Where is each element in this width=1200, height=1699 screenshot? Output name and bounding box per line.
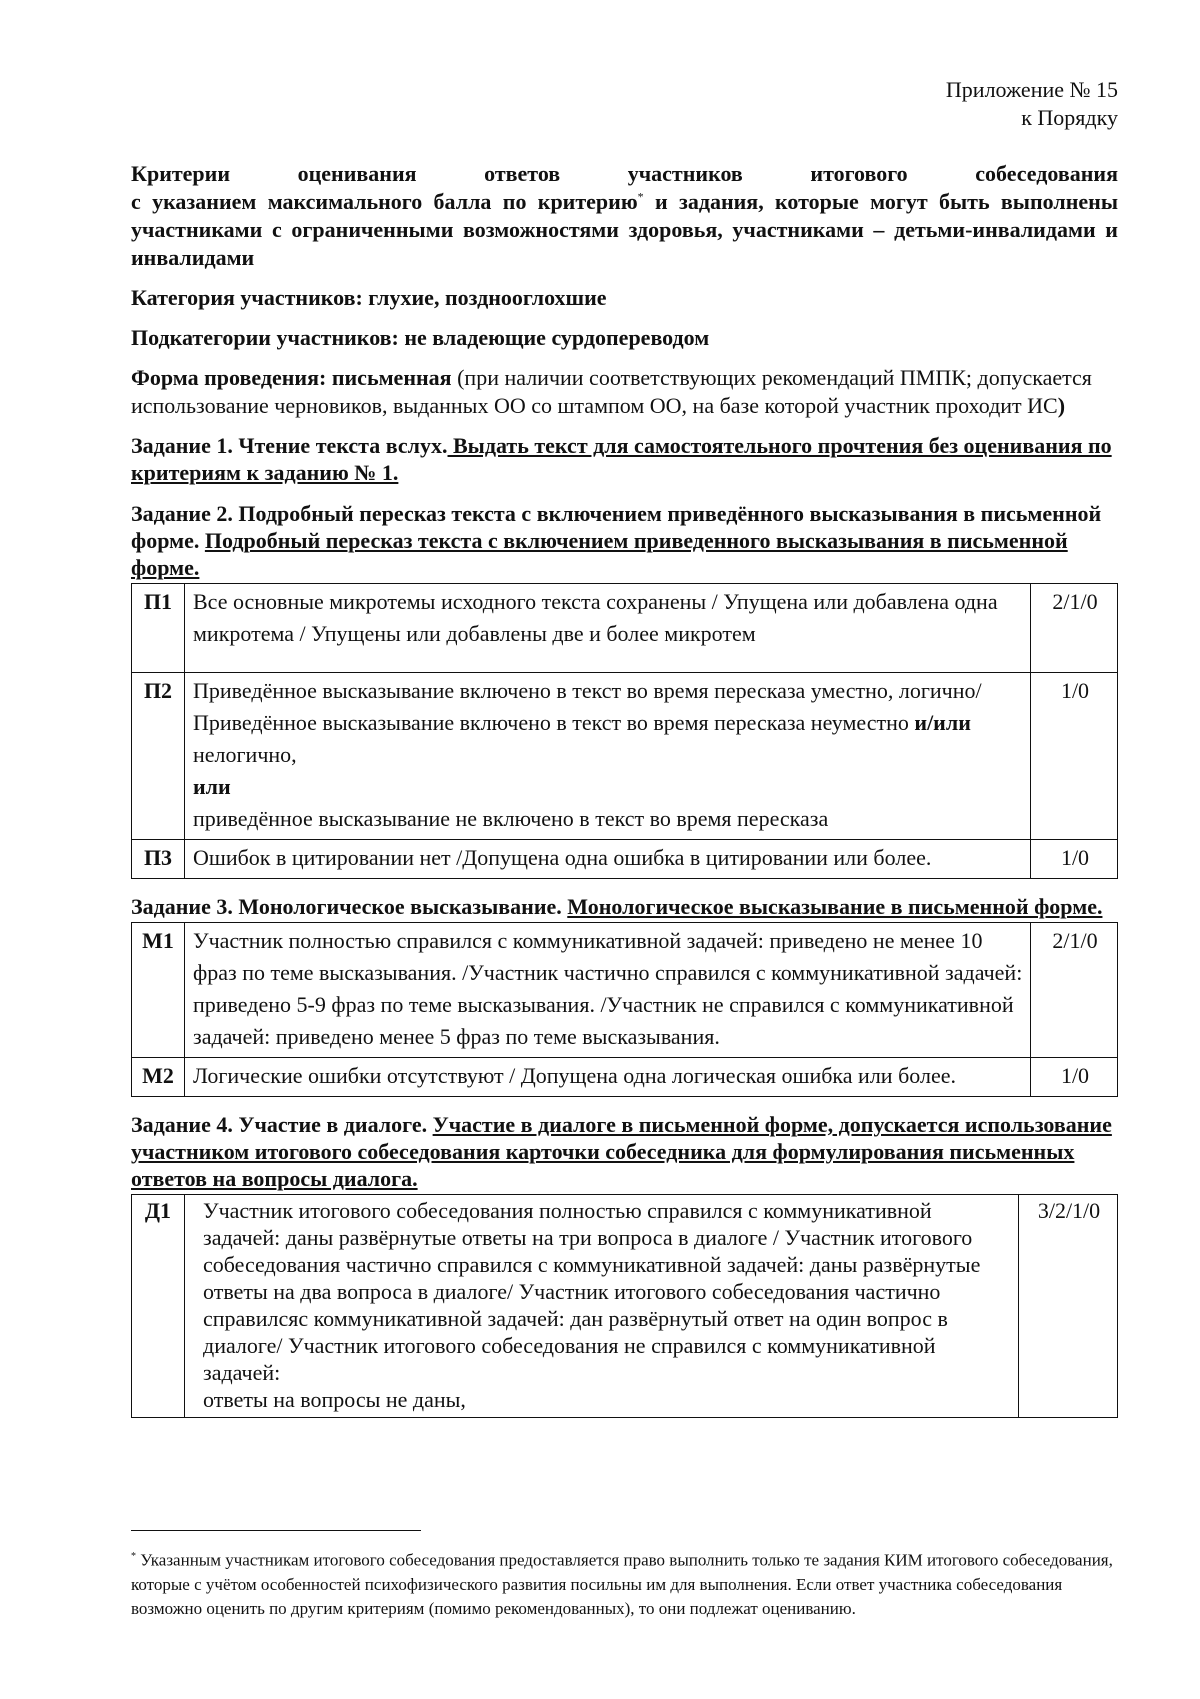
task-3-title: Задание 3. Монологическое высказывание. xyxy=(131,894,562,919)
criterion-score: 1/0 xyxy=(1031,840,1118,879)
footnote xyxy=(131,1545,1121,1621)
participant-category: Категория участников: глухие, позднооглохшие xyxy=(131,285,607,310)
footnote-text: Указанным участникам итогового собеседования предоставляется право выполнить только те задания КИМ итогового собеседования, которые с учётом особенностей психофизического развития посильны им для выполнения. Если ответ участника собеседования возможно оценить по другим критериям (помимо рекомендованных), то они подлежат оцениванию. xyxy=(131,1550,1113,1618)
criterion-code: М2 xyxy=(132,1058,185,1097)
exam-form-text: (при наличии соответствующих рекомендаций ПМПК; допускается использование черновиков, выданных ОО со штампом ОО, на базе которой участник проходит ИС xyxy=(131,365,1092,418)
criterion-score: 2/1/0 xyxy=(1031,584,1118,673)
exam-form xyxy=(131,364,1118,420)
criterion-text xyxy=(185,673,1031,840)
criterion-text: Все основные микротемы исходного текста сохранены / Упущена или добавлена одна микротема / Упущены или добавлены две и более микротем xyxy=(185,584,1031,673)
criterion-code: П1 xyxy=(132,584,185,673)
criterion-code: П3 xyxy=(132,840,185,879)
task-2-title: Задание 2. Подробный пересказ текста с включением приведённого высказывания в письменной форме. xyxy=(131,501,1102,553)
task-1 xyxy=(131,432,1118,486)
criterion-text-or: или xyxy=(193,774,231,799)
criterion-code: М1 xyxy=(132,923,185,1058)
title-text-a: с указанием максимального балла по критерию xyxy=(131,189,638,214)
criterion-text-bold: и/или xyxy=(914,710,971,735)
criterion-text: Логические ошибки отсутствуют / Допущена одна логическая ошибка или более. xyxy=(185,1058,1031,1097)
task-4-criteria-table xyxy=(131,1194,1118,1418)
table-row xyxy=(132,923,1118,1058)
footnote-mark: * xyxy=(131,1551,136,1562)
exam-form-close: ) xyxy=(1057,393,1066,418)
appendix-number: Приложение № 15 xyxy=(945,77,1118,102)
task-4 xyxy=(131,1111,1118,1192)
criterion-text: Ошибок в цитировании нет /Допущена одна ошибка в цитировании или более. xyxy=(185,840,1031,879)
table-row xyxy=(132,673,1118,840)
task-4-title: Задание 4. Участие в диалоге. xyxy=(131,1112,428,1137)
task-3-criteria-table xyxy=(131,922,1118,1097)
table-row xyxy=(132,840,1118,879)
criterion-score: 3/2/1/0 xyxy=(1019,1195,1118,1418)
task-2-note: Подробный пересказ текста с включением приведенного высказывания в письменной форме. xyxy=(131,528,1068,580)
task-3 xyxy=(131,893,1118,920)
title-text-b: и задания, которые могут быть выполнены участниками с ограниченными возможностями здоровья, участниками – детьми-инвалидами и инвалидами xyxy=(131,189,1118,270)
table-row xyxy=(132,584,1118,673)
title-footnote-mark: * xyxy=(637,189,644,204)
criterion-text-last: ответы на вопросы не даны, xyxy=(203,1387,466,1412)
task-2 xyxy=(131,500,1118,581)
criterion-text: Участник полностью справился с коммуникативной задачей: приведено не менее 10 фраз по теме высказывания. /Участник частично справился с коммуникативной задачей: приведено 5-9 фраз по теме высказывания. /Участник не справился с коммуникативной задачей: приведено менее 5 фраз по теме высказывания. xyxy=(185,923,1031,1058)
footnote-divider xyxy=(131,1530,421,1531)
task-4-note: Участие в диалоге в письменной форме, допускается использование участником итогового собеседования карточки собеседника для формулирования письменных ответов на вопросы диалога. xyxy=(131,1112,1112,1191)
appendix-reference: к Порядку xyxy=(1021,105,1118,130)
criterion-text xyxy=(185,1195,1019,1418)
criterion-text-main: Участник итогового собеседования полностью справился с коммуникативной задачей: даны развёрнутые ответы на три вопроса в диалоге / Участник итогового собеседования частично справился с коммуникативной задачей: даны развёрнутые ответы на два вопроса в диалоге/ Участник итогового собеседования частично справилсяс коммуникативной задачей: дан развёрнутый ответ на один вопрос в диалоге/ Участник итогового собеседования не справился с коммуникативной задачей: xyxy=(203,1198,981,1385)
table-row xyxy=(132,1058,1118,1097)
criterion-score: 1/0 xyxy=(1031,1058,1118,1097)
criterion-text-c: приведённое высказывание не включено в текст во время пересказа xyxy=(193,806,829,831)
table-row xyxy=(132,1195,1118,1418)
appendix-header xyxy=(131,76,1118,132)
task-1-title: Задание 1. Чтение текста вслух. xyxy=(131,433,448,458)
criterion-text-b: нелогично, xyxy=(193,742,297,767)
exam-form-label: Форма проведения: письменная xyxy=(131,365,452,390)
task-1-note: Выдать текст для самостоятельного прочтения без оценивания по критериям к заданию № 1. xyxy=(131,433,1112,485)
criterion-code: Д1 xyxy=(132,1195,185,1418)
document-title xyxy=(131,160,1118,272)
criterion-score: 2/1/0 xyxy=(1031,923,1118,1058)
criterion-code: П2 xyxy=(132,673,185,840)
task-2-criteria-table xyxy=(131,583,1118,879)
criterion-text-a: Приведённое высказывание включено в текст во время пересказа уместно, логично/ Приведённое высказывание включено в текст во время пересказа неуместно xyxy=(193,678,982,735)
criterion-score: 1/0 xyxy=(1031,673,1118,840)
title-line-1: Критерии оценивания ответов участников итогового собеседования xyxy=(131,161,1118,186)
task-3-note: Монологическое высказывание в письменной форме. xyxy=(567,894,1103,919)
participant-subcategory: Подкатегории участников: не владеющие сурдопереводом xyxy=(131,325,710,350)
